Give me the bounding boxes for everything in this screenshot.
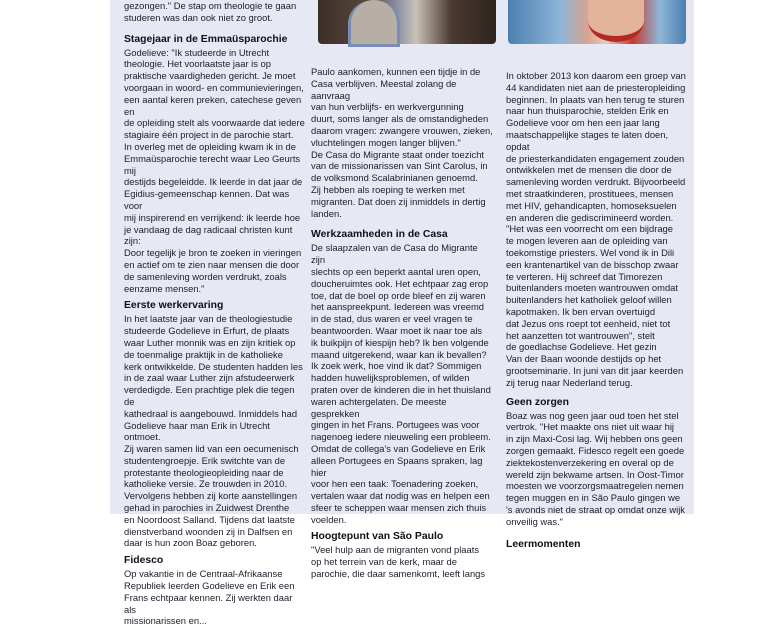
text-line: te mogen leveren aan de opleiding van (506, 235, 668, 247)
article-column-2 (311, 0, 493, 580)
text-line: Op vakantie in de Centraal-Afrikaanse (124, 568, 283, 580)
text-line: doucheruimtes ook. Het echtpaar zag erop (311, 277, 489, 289)
text-line: ik buikpijn of kiespijn heb? Ik ben volgende (311, 336, 489, 348)
intro-paragraph (124, 0, 306, 24)
text-line: In overleg met de opleiding kwam ik in de (124, 140, 296, 152)
text-line: katholieke versie. Ze trouwden in 2010. (124, 478, 288, 490)
text-line: duurt, soms langer als de omstandigheden (311, 113, 489, 125)
text-line: studeerde Godelieve in Erfurt, de plaats (124, 325, 290, 337)
text-line: Ik zoek werk, hoe vind ik dat? Sommigen (311, 360, 482, 372)
text-line: de toenmalige praktijk in de katholieke (124, 348, 283, 360)
text-line: In oktober 2013 kon daarom een groep van (506, 70, 686, 81)
magazine-page (110, 0, 694, 627)
text-line: mij inspirerend en verrijkend: ik leerde hoe (124, 211, 301, 223)
article-column-3 (506, 0, 688, 551)
text-line: voor hen een taak: Toenadering zoeken, (311, 478, 479, 490)
text-line: missionarissen en... (124, 615, 207, 627)
paragraph-hoogtepunt (311, 544, 493, 579)
text-line: met straatkinderen, prostituees, mensen (506, 187, 674, 199)
text-line: Vervolgens hebben zij korte aanstellingen (124, 490, 298, 502)
text-line: naar hun thuisparochie, stelden Erik en (506, 105, 669, 117)
section-heading-werkzaamheden: Werkzaamheden in de Casa (311, 229, 448, 241)
text-line: Van der Baan woonde destijds op het (506, 353, 662, 365)
text-line: een aantal keren preken, catechese geven en (124, 93, 302, 117)
text-line: een krantenartikel van de bisschop zwaar (506, 258, 679, 270)
section-heading-eerste-werkervaring: Eerste werkervaring (124, 300, 224, 312)
text-line: de goedlachse Godelieve. Het gezin (506, 341, 657, 353)
text-line: van hun verblijfs- en werkvergunning (311, 101, 464, 113)
text-line: 's avonds niet de straat op omdat onze wijk (506, 503, 685, 515)
text-line: stagiaire één project in de parochie start. (124, 129, 294, 141)
paragraph-oktober-2013 (506, 70, 688, 389)
text-line: samenleving worden verdrukt. Bijvoorbeeld (506, 176, 686, 188)
text-line: grootseminarie. In juni van dit jaar keerden (506, 364, 684, 376)
paragraph-stagejaar (124, 47, 306, 295)
section-heading-hoogtepunt: Hoogtepunt van São Paulo (311, 531, 444, 543)
text-line: destijds begeleidde. Ik leerde in dat jaar de (124, 176, 303, 188)
text-line: vluchtelingen mogen langer blijven." (311, 136, 461, 148)
text-line: protestante theologieopleiding naar de (124, 466, 284, 478)
text-line: Omdat de collega's van Godelieve en Erik (311, 442, 486, 454)
text-line: zij terug naar Nederland terug. (506, 376, 633, 388)
text-line: Paulo aankomen, kunnen een tijdje in de (311, 66, 481, 77)
text-line: beginnen. In plaats van hen terug te sturen (506, 93, 685, 105)
text-line: Egidius-gemeenschap kennen. Dat was voor (124, 188, 290, 211)
text-line: praten over de kinderen die in het thuisland (311, 383, 491, 395)
text-line: Boaz was nog geen jaar oud toen het stel (506, 409, 679, 421)
text-line: moesten we voorzorgsmaatregelen nemen (506, 480, 684, 492)
text-line: dienstverband woonden zij in Dalfsen en (124, 525, 293, 537)
text-line: wereld zijn bekwame artsen. In Oost-Timor (506, 468, 684, 480)
text-line: ziektekostenverzekering en overal op de (506, 456, 674, 468)
text-line: daarom vragen: zwangere vrouwen, zieken, (311, 124, 493, 136)
text-line: daar is hun zoon Boaz geboren. (124, 537, 257, 549)
text-line: studeren was dan ook niet zo groot. (124, 11, 273, 23)
text-line: vertalen waar dat nodig was en helpen een (311, 490, 490, 502)
text-line: Emmaüsparochie terecht waar Leo Geurts mij (124, 152, 301, 176)
text-line: waren achtergelaten. De meeste gesprekken (311, 395, 447, 419)
text-line: maatschappelijke stages te laten doen, opdat (506, 128, 669, 152)
text-line: Zij hebben als roeping te werken met (311, 183, 465, 195)
text-line: met HIV, gehandicapten, homoseksuelen (506, 199, 677, 211)
text-line: waar Luther monnik was en zijn kritiek op (124, 336, 296, 348)
section-heading-geen-zorgen: Geen zorgen (506, 396, 569, 408)
text-line: praktische vaardigheden gericht. Je moet (124, 70, 296, 82)
text-line: zorgen gemaakt. Fidesco regelt een goede (506, 444, 685, 456)
text-line: gezongen." De stap om theologie te gaan (124, 0, 297, 11)
paragraph-fidesco (124, 568, 306, 627)
text-line: migranten. Dat doen zij inmiddels in dertig (311, 195, 486, 207)
text-line: hadden huwelijksproblemen, of wilden (311, 372, 470, 384)
text-line: de priesterkandidaten engagement zouden (506, 152, 685, 164)
text-line: en actief om te zien naar mensen die door (124, 258, 300, 270)
text-line: in de zaal waar Luther zijn afstudeerwerk (124, 372, 295, 384)
text-line: van de missionarissen van Sint Carolus, in (311, 160, 488, 172)
text-line: Door tegelijk je bron te zoeken in vieringen (124, 247, 302, 259)
text-line: "Het was een voorrecht om een bijdrage (506, 223, 673, 235)
text-line: in zijn Maxi-Cosi lag. Wij hebben ons geen (506, 433, 683, 445)
text-line: het aanspreekpunt. Iedereen was vreemd (311, 301, 485, 313)
article-column-1 (124, 0, 306, 627)
text-line: slechts op een beperkt aantal uren open, (311, 265, 481, 277)
text-line: de samenleving worden verdrukt, zoals (124, 270, 287, 282)
paragraph-casa-intro (311, 66, 493, 219)
text-line: dat Jezus ons roept tot eenheid, niet tot (506, 317, 671, 329)
text-line: eenzame mensen." (124, 282, 205, 294)
text-line: toe, dat de boel op orde bleef en zij waren (311, 289, 486, 301)
section-heading-fidesco: Fidesco (124, 555, 164, 567)
text-line: parochie, die daar samenkomt, leeft langs (311, 568, 486, 580)
text-line: en Noordoost Salland. Tijdens dat laatste (124, 513, 295, 525)
text-line: tegen muggen en in São Paulo gingen we (506, 492, 681, 504)
text-line: toekomstige priesters. Wel vond ik in Dili (506, 246, 675, 258)
text-line: kerk ontwikkelde. De studenten hadden les (124, 360, 303, 372)
text-line: je vandaag de dag radicaal christen kunt zijn: (124, 223, 293, 247)
text-line: maand uitgerekend, waar kan ik bevallen? (311, 348, 487, 360)
text-line: beantwoorden. Waar moet ik naar toe als (311, 324, 483, 336)
section-heading-leermomenten: Leermomenten (506, 539, 581, 551)
text-line: Godelieve voor om hen een jaar lang (506, 117, 660, 129)
paragraph-geen-zorgen (506, 410, 688, 528)
text-line: verdedigde. Een prachtige plek die tegen de (124, 384, 295, 407)
text-line: de volksmond Scalabrinianen genoemd. (311, 172, 478, 184)
text-line: Republiek leerden Godelieve en Erik een (124, 580, 295, 592)
text-line: ontwikkelen met de mensen die door de (506, 164, 672, 176)
text-line: Casa verblijven. Meestal zolang de aanvraag (311, 77, 457, 101)
text-line: 44 kandidaten niet aan de priesteropleiding (506, 81, 686, 93)
text-line: op het terrein van de kerk, maar de (311, 556, 457, 568)
text-line: en anderen die gediscrimineerd worden. (506, 211, 674, 223)
text-line: Frans echtpaar kennen. Zij werkten daar als (124, 591, 293, 615)
text-line: landen. (311, 207, 342, 219)
text-line: In het laatste jaar van de theologiestudie (124, 313, 293, 325)
section-heading-stagejaar: Stagejaar in de Emmaüsparochie (124, 33, 288, 45)
paragraph-eerste-werkervaring (124, 313, 306, 549)
text-line: Godelieve: "Ik studeerde in Utrecht (124, 46, 270, 58)
text-line: gingen in het Frans. Portugees was voor (311, 419, 480, 431)
text-line: onveilig was." (506, 515, 564, 527)
text-line: sfeer te scheppen waar mensen zich thuis (311, 501, 487, 513)
text-line: nagenoeg iedere nieuweling een probleem. (311, 431, 491, 443)
text-line: voelden. (311, 513, 347, 525)
text-line: alleen Portugees en Spaans spraken, lag hier (311, 454, 483, 478)
text-line: in de stad, dus waren er veel vragen te (311, 313, 473, 325)
text-line: voorgaan in woord- en communievieringen, (124, 81, 304, 93)
text-line: buitenlanders moeten wantrouwen omdat (506, 282, 678, 294)
text-line: buitenlanders het katholiek geloof willen (506, 294, 672, 306)
text-line: Zij waren samen lid van een oecumenisch (124, 443, 299, 455)
text-line: vertrok. "Het maakte ons niet uit waar hij (506, 421, 674, 433)
text-line: te verteren. Hij schreef dat Timorezen (506, 270, 663, 282)
text-line: gehad in parochies in Zuidwest Drenthe (124, 502, 290, 514)
text-line: theologie. Het voorlaatste jaar is op (124, 58, 271, 70)
text-line: "Veel hulp aan de migranten vond plaats (311, 544, 480, 556)
text-line: De slaapzalen van de Casa do Migrante zijn (311, 242, 478, 266)
text-line: kapotmaken. Ik ben ervan overtuigd (506, 305, 656, 317)
text-line: studentengroepje. Erik switchte van de (124, 454, 286, 466)
paragraph-werkzaamheden (311, 242, 493, 525)
text-line: de opleiding stelt als voorwaarde dat iedere (124, 117, 305, 129)
text-line: het aanzetten tot wantrouwen", stelt (506, 329, 655, 341)
text-line: Godelieve haar man Erik in Utrecht ontmoet. (124, 419, 270, 443)
text-line: kathedraal is aangebouwd. Inmiddels had (124, 407, 298, 419)
text-line: De Casa do Migrante staat onder toezicht (311, 148, 485, 160)
